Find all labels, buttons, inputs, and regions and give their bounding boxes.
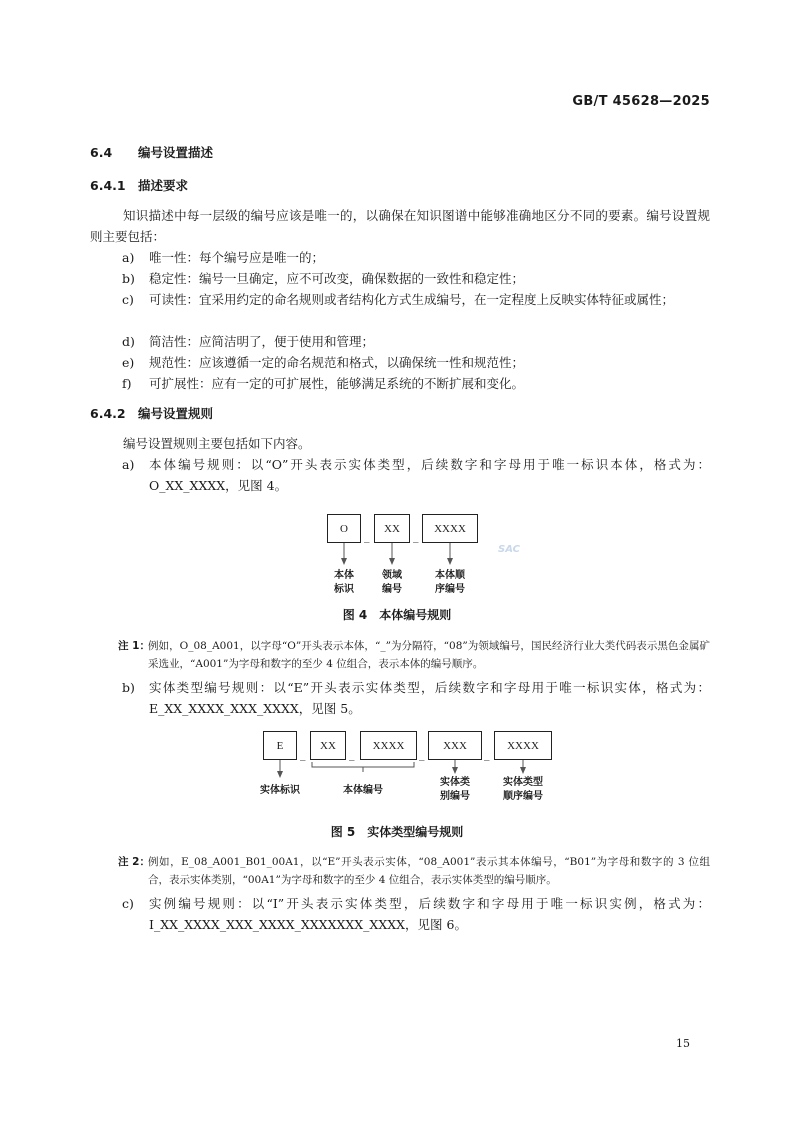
fig5-separator: _ [484,748,490,761]
fig5-box-xxxx-2: XXXX [494,731,552,760]
section-title: 描述要求 [138,178,189,193]
figure-5-caption [0,823,794,840]
fig4-label: 本体顺 序编号 [435,570,465,595]
item-tag: b) [122,680,135,695]
note-text: 例如，O_08_A001，以字母“O”开头表示本体，“_”为分隔符，“08”为领域编号，国民经济行业大类代码表示黑色金属矿采选业，“A001”为字母和数字的至少 4 位组合，表示本体的编号顺序。 [148,640,710,670]
fig5-box-e: E [263,731,297,760]
paragraph-text: 知识描述中每一层级的编号应该是唯一的，以确保在知识图谱中能够准确地区分不同的要素。编号设置规则主要包括： [90,208,710,244]
item-tag: e) [122,355,135,370]
item-text: 可扩展性：应有一定的可扩展性，能够满足系统的不断扩展和变化。 [149,376,525,391]
fig5-label: 实体类型 顺序编号 [503,777,543,802]
item-tag: b) [122,271,135,286]
item-text: 实体类型编号规则：以“E”开头表示实体类型，后续数字和字母用于唯一标识实体，格式为：E_XX_XXXX_XXX_XXXX，见图 5。 [149,680,710,716]
fig4-separator: _ [364,530,370,543]
note-tag: 注 2： [118,856,150,868]
standard-code: GB/T 45628—2025 [572,94,710,109]
item-text: 本体编号规则：以“O”开头表示实体类型，后续数字和字母用于唯一标识本体，格式为：O_XX_XXXX，见图 4。 [149,457,710,493]
caption-number: 图 4 [342,608,368,622]
fig4-separator: _ [413,530,419,543]
sac-watermark: SAC [498,544,520,555]
note-tag: 注 1： [118,640,150,652]
fig4-box-xxxx: XXXX [422,514,478,543]
item-text: 可读性：宜采用约定的命名规则或者结构化方式生成编号，在一定程度上反映实体特征或属性； [149,292,675,307]
fig4-label: 领域 编号 [382,570,402,595]
item-tag: c) [122,896,134,911]
fig4-box-o: O [327,514,361,543]
fig5-box-xxxx: XXXX [360,731,417,760]
item-tag: d) [122,334,135,349]
fig5-brace [312,762,414,772]
item-tag: a) [122,250,135,265]
fig5-label: 实体类 别编号 [440,777,470,802]
list-item [122,893,710,935]
item-text: 简洁性：应简洁明了，便于使用和管理； [149,334,375,349]
fig5-separator: _ [419,748,425,761]
caption-title: 实体类型编号规则 [367,825,464,839]
fig4-box-xx: XX [374,514,410,543]
note-2 [118,853,710,889]
fig5-label: 实体标识 [260,785,300,796]
paragraph-text: 编号设置规则主要包括如下内容。 [123,436,311,451]
item-text: 实例编号规则：以“I”开头表示实体类型，后续数字和字母用于唯一标识实例，格式为：I_XX_XXXX_XXX_XXXX_XXXXXXX_XXXX，见图 6。 [149,896,710,932]
fig5-label: 本体编号 [343,785,383,796]
arrow-head-icon [277,771,283,778]
caption-title: 本体编号规则 [379,608,452,622]
item-text: 唯一性：每个编号应是唯一的； [149,250,325,265]
section-number: 6.4.1 [90,178,126,193]
arrow-head-icon [520,767,526,774]
fig5-box-xxx: XXX [428,731,482,760]
item-text: 规范性：应该遵循一定的命名规范和格式，以确保统一性和规范性； [149,355,525,370]
page-number: 15 [676,1037,690,1050]
fig4-label: 本体 标识 [334,570,354,595]
note-text: 例如，E_08_A001_B01_00A1，以“E”开头表示实体，“08_A001”表示其本体编号，“B01”为字母和数字的 3 位组合，表示实体类别，“00A1”为字母和数字的至少 4 位组合，表示实体类型的编号顺序。 [148,856,710,886]
fig5-separator: _ [300,748,306,761]
item-text: 稳定性：编号一旦确定，应不可改变，确保数据的一致性和稳定性； [149,271,525,286]
fig5-box-xx: XX [310,731,346,760]
section-number: 6.4 [90,145,113,160]
section-title: 编号设置描述 [138,145,214,160]
item-tag: f) [122,376,132,391]
fig5-separator: _ [349,748,355,761]
item-tag: a) [122,457,135,472]
arrow-head-icon [452,767,458,774]
section-number: 6.4.2 [90,406,126,421]
section-title: 编号设置规则 [138,406,214,421]
caption-number: 图 5 [330,825,356,839]
item-tag: c) [122,292,134,307]
